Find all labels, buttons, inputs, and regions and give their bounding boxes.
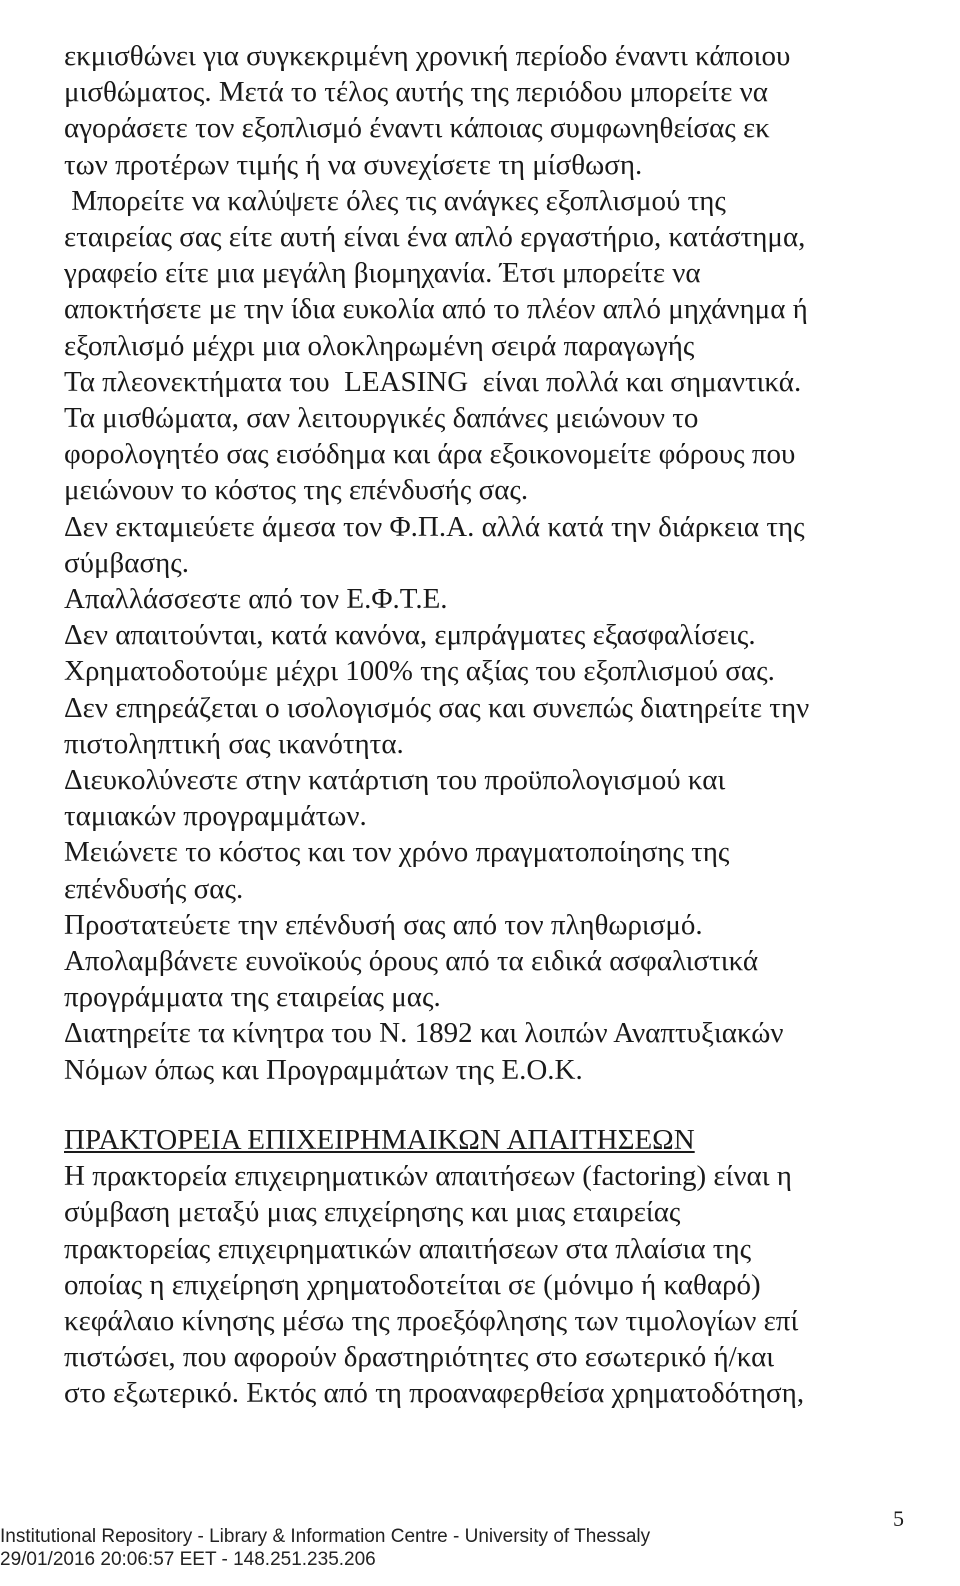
list-item: Διευκολύνεστε στην κατάρτιση του προϋπολογισμού και — [64, 764, 726, 797]
page-number: 5 — [893, 1506, 904, 1531]
text-line: των προτέρων τιμής ή να συνεχίσετε τη μίσθωση. — [64, 148, 643, 181]
list-item: φορολογητέο σας εισόδημα και άρα εξοικονομείτε φόρους που — [64, 438, 796, 471]
advantages-list — [64, 400, 914, 1088]
list-item: Νόμων όπως και Προγραμμάτων της Ε.Ο.Κ. — [64, 1053, 583, 1086]
text-line: μισθώματος. Μετά το τέλος αυτής της περιόδου μπορείτε να — [64, 76, 768, 109]
text-line: στο εξωτερικό. Εκτός από τη προαναφερθείσα χρηματοδότηση, — [64, 1377, 805, 1410]
list-item: Δεν απαιτούνται, κατά κανόνα, εμπράγματες εξασφαλίσεις. — [64, 619, 756, 652]
list-item: Μειώνετε το κόστος και τον χρόνο πραγματοποίησης της — [64, 836, 730, 869]
text-line: σύμβαση μεταξύ μιας επιχείρησης και μιας εταιρείας — [64, 1196, 681, 1229]
text-line: Η πρακτορεία επιχειρηματικών απαιτήσεων (factoring) είναι η — [64, 1160, 792, 1193]
advantages-intro: Τα πλεονεκτήματα του LEASING είναι πολλά και σημαντικά. — [64, 365, 802, 398]
paragraph-1 — [64, 38, 914, 183]
list-item: Διατηρείτε τα κίνητρα του Ν. 1892 και λοιπών Αναπτυξιακών — [64, 1017, 784, 1050]
list-item: πιστοληπτική σας ικανότητα. — [64, 727, 404, 760]
list-item: Προστατεύετε την επένδυσή σας από τον πληθωρισμό. — [64, 908, 703, 941]
footer-repository: Institutional Repository - Library & Information Centre - University of Thessaly — [0, 1526, 651, 1547]
list-item: επένδυσής σας. — [64, 872, 244, 905]
text-line: κεφάλαιο κίνησης μέσω της προεξόφλησης των τιμολογίων επί — [64, 1304, 799, 1337]
section-heading: ΠΡΑΚΤΟΡΕΙΑ ΕΠΙΧΕΙΡΗΜΑΙΚΩΝ ΑΠΑΙΤΗΣΕΩΝ — [64, 1123, 695, 1156]
list-item: Απαλλάσσεστε από τον Ε.Φ.Τ.Ε. — [64, 583, 448, 616]
list-item: Απολαμβάνετε ευνοϊκούς όρους από τα ειδικά ασφαλιστικά — [64, 945, 759, 978]
text-line: γραφείο είτε μια μεγάλη βιομηχανία. Έτσι μπορείτε να — [64, 257, 701, 290]
list-item: Τα μισθώματα, σαν λειτουργικές δαπάνες μειώνουν το — [64, 402, 699, 435]
list-item: σύμβασης. — [64, 546, 190, 579]
text-line: πιστώσει, που αφορούν δραστηριότητες στο εσωτερικό ή/και — [64, 1341, 775, 1374]
text-line: πρακτορείας επιχειρηματικών απαιτήσεων στα πλαίσια της — [64, 1232, 752, 1265]
list-item: ταμιακών προγραμμάτων. — [64, 800, 367, 833]
paragraph-2 — [64, 183, 914, 364]
text-line: αποκτήσετε με την ίδια ευκολία από το πλέον απλό μηχάνημα ή — [64, 293, 808, 326]
list-item: Δεν επηρεάζεται ο ισολογισμός σας και συνεπώς διατηρείτε την — [64, 691, 810, 724]
text-line: εκμισθώνει για συγκεκριμένη χρονική περίοδο έναντι κάποιου — [64, 40, 791, 72]
list-item: Δεν εκταμιεύετε άμεσα τον Φ.Π.Α. αλλά κατά την διάρκεια της — [64, 510, 805, 543]
repository-footer — [0, 1525, 650, 1571]
text-line: αγοράσετε τον εξοπλισμό έναντι κάποιας συμφωνηθείσας εκ — [64, 112, 770, 145]
factoring-paragraph — [64, 1158, 914, 1411]
text-line: εταιρείας σας είτε αυτή είναι ένα απλό εργαστήριο, κατάστημα, — [64, 221, 806, 254]
document-body — [64, 38, 914, 1412]
text-line: εξοπλισμό μέχρι μια ολοκληρωμένη σειρά παραγωγής — [64, 329, 695, 362]
section-spacer — [64, 1088, 914, 1122]
text-line: οποίας η επιχείρηση χρηματοδοτείται σε (μόνιμο ή καθαρό) — [64, 1268, 761, 1301]
text-line: Μπορείτε να καλύψετε όλες τις ανάγκες εξοπλισμού της — [64, 184, 726, 217]
list-item: μειώνουν το κόστος της επένδυσής σας. — [64, 474, 529, 507]
list-item: Χρηματοδοτούμε μέχρι 100% της αξίας του εξοπλισμού σας. — [64, 655, 775, 688]
list-item: προγράμματα της εταιρείας μας. — [64, 981, 441, 1014]
footer-timestamp: 29/01/2016 20:06:57 EET - 148.251.235.206 — [0, 1549, 376, 1570]
